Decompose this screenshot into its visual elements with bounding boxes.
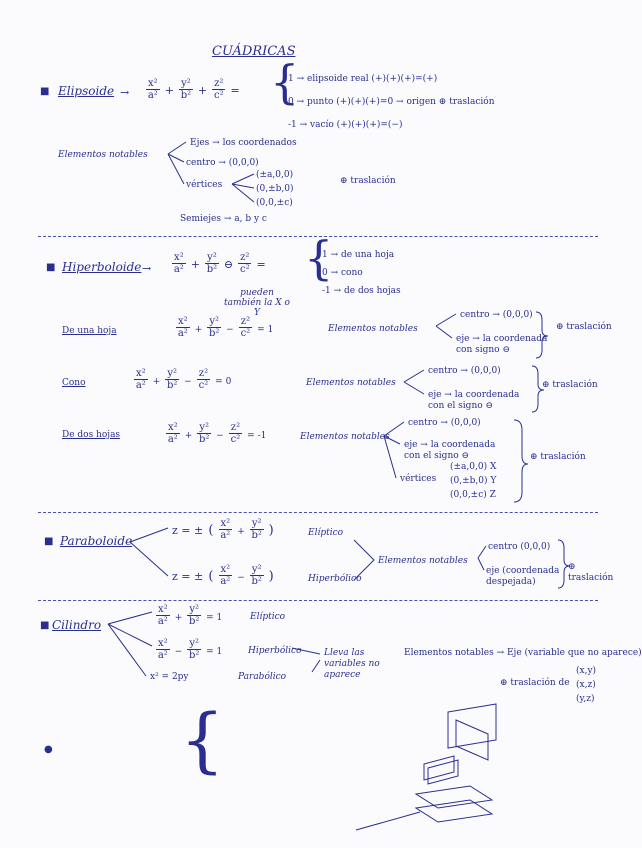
frac-denominator: b² (209, 328, 220, 339)
frac-denominator: a² (135, 380, 146, 391)
traslacion-label: ⊕ traslación (568, 562, 614, 583)
brace-icon: { (270, 55, 300, 109)
frac-numerator: y² (189, 604, 200, 615)
bullet-icon: ● (44, 744, 53, 755)
elementos-notables-label: Elementos notables (300, 432, 390, 442)
elementos-notables-label: Elementos notables (328, 324, 418, 334)
elipsoide-ejes: Ejes → los coordenados (190, 138, 297, 148)
vertex-item: (0,±b,0) (256, 184, 294, 194)
eje-item: eje (coordenada despejada) (486, 566, 560, 587)
hiperboloide-case-1: 1 → de una hoja (322, 250, 395, 260)
eq-rhs: = 1 (206, 647, 223, 657)
frac-denominator: b² (251, 530, 262, 541)
frac-denominator: c² (239, 264, 250, 275)
type-label: Hiperbólico (308, 574, 362, 584)
frac-denominator: b² (189, 650, 200, 661)
eq-rhs: = 0 (215, 377, 232, 387)
vertex-item: (0,0,±c) (256, 198, 293, 208)
paren-icon: ) (268, 523, 274, 538)
z-lhs: z = ± (172, 524, 204, 537)
op-sign: + (237, 527, 245, 537)
frac-denominator: a² (173, 264, 184, 275)
frac-numerator: y² (209, 316, 220, 327)
paren-icon: ( (208, 523, 214, 538)
frac-denominator: c² (240, 328, 251, 339)
elipsoide-centro: centro → (0,0,0) (186, 158, 259, 168)
plus-sign: + (152, 377, 161, 387)
hiperboloide-case-3: -1 → de dos hojas (322, 286, 401, 296)
type-label: Hiperbólico (248, 646, 302, 656)
eq-rhs: = -1 (247, 431, 267, 441)
hiperboloide-note: pueden también la X o Y (224, 288, 290, 318)
centro-item: centro → (0,0,0) (460, 310, 533, 320)
elementos-notables-label: Elementos notables → Eje (variable que no aparece) (404, 648, 642, 658)
eq-rhs: = 1 (206, 613, 223, 623)
elipsoide-case-3: -1 → vacío (+)(+)(+)=(−) (288, 120, 403, 130)
page-title: CUÁDRICAS (212, 44, 296, 59)
tras-item: (y,z) (576, 694, 595, 704)
traslacion-label: ⊕ traslación (556, 322, 612, 332)
frac-denominator: a² (147, 90, 158, 101)
eje-item: eje → la coordenada con signo ⊖ (456, 334, 548, 355)
eq-rhs: = 1 (257, 325, 274, 335)
bullet-icon: ■ (40, 86, 50, 97)
hiperboloide-case-2: 0 → cono (322, 268, 363, 278)
cilindro-title: Cilindro (52, 618, 102, 632)
centro-item: centro → (0,0,0) (408, 418, 481, 428)
frac-numerator: y² (199, 422, 210, 433)
vertex-item: (0,0,±c) Z (450, 490, 496, 500)
plus-sign: + (194, 325, 203, 335)
plus-sign: + (174, 613, 183, 623)
paren-icon: ( (208, 569, 214, 584)
minus-sign: − (216, 431, 224, 441)
frac-denominator: b² (189, 616, 200, 627)
frac-numerator: y² (251, 518, 262, 529)
frac-numerator: z² (240, 252, 250, 263)
plus-sign: + (164, 84, 174, 97)
type-label: Parabólico (238, 672, 287, 682)
frac-denominator: a² (177, 328, 188, 339)
brace-icon: { (304, 231, 334, 285)
frac-numerator: x² (136, 368, 146, 379)
frac-denominator: c² (230, 434, 241, 445)
minus-sign: − (184, 377, 192, 387)
elipsoide-vertices: vértices (186, 180, 223, 190)
frac-denominator: b² (206, 264, 218, 275)
elipsoide-semiejes: Semiejes → a, b y c (180, 214, 267, 224)
frac-numerator: y² (189, 638, 200, 649)
subtype-una-hoja: De una hoja (62, 326, 117, 336)
frac-numerator: x² (148, 78, 158, 89)
plus-sign: + (197, 84, 208, 97)
elementos-notables-label: Elementos notables (306, 378, 396, 388)
elipsoide-case-2: 0 → punto (+)(+)(+)=0 → origen ⊕ traslación (288, 97, 495, 107)
frac-numerator: x² (168, 422, 178, 433)
elementos-notables-label: Elementos notables (58, 150, 148, 160)
tras-item: (x,z) (576, 680, 596, 690)
frac-denominator: b² (251, 576, 262, 587)
traslacion-label: ⊕ traslación de (500, 678, 570, 688)
frac-denominator: c² (198, 380, 209, 391)
subtype-dos-hojas: De dos hojas (62, 430, 121, 440)
frac-numerator: y² (207, 252, 217, 263)
bullet-icon: ■ (40, 620, 50, 631)
frac-numerator: x² (178, 316, 188, 327)
eje-item: eje → la coordenada con el signo ⊖ (404, 440, 496, 461)
frac-numerator: y² (251, 564, 262, 575)
traslacion-label: ⊕ traslación (542, 380, 598, 390)
centro-item: centro (0,0,0) (488, 542, 551, 552)
frac-denominator: b² (167, 380, 178, 391)
eje-item: eje → la coordenada con el signo ⊖ (428, 390, 520, 411)
elementos-notables-label: Elementos notables (378, 556, 468, 566)
frac-denominator: b² (199, 434, 210, 445)
frac-numerator: y² (181, 78, 191, 89)
arrow-icon: → (142, 262, 152, 275)
type-label: Elíptico (308, 528, 344, 538)
frac-numerator: x² (174, 252, 184, 263)
brace-icon: { (180, 699, 225, 781)
minus-sign: − (174, 647, 183, 657)
frac-numerator: z² (230, 422, 241, 433)
type-label: Elíptico (250, 612, 286, 622)
equals-sign: = (256, 258, 266, 271)
vertices-label: vértices (400, 474, 437, 484)
frac-numerator: x² (220, 518, 231, 529)
frac-numerator: z² (198, 368, 209, 379)
plus-sign: + (184, 431, 193, 441)
frac-denominator: c² (213, 90, 224, 101)
frac-numerator: x² (158, 604, 168, 615)
frac-numerator: x² (158, 638, 168, 649)
paraboloide-title: Paraboloide (60, 534, 133, 548)
frac-denominator: a² (220, 530, 231, 541)
traslacion-label: ⊕ traslación (340, 176, 396, 186)
tras-item: (x,y) (576, 666, 597, 676)
paren-icon: ) (268, 569, 274, 584)
elipsoide-case-1: 1 → elipsoide real (+)(+)(+)=(+) (288, 74, 438, 84)
frac-denominator: b² (180, 90, 192, 101)
frac-denominator: a² (167, 434, 178, 445)
hiperboloide-title: Hiperboloide (62, 260, 142, 274)
bullet-icon: ■ (44, 536, 54, 547)
arrow-icon: → (120, 86, 130, 99)
frac-numerator: z² (240, 316, 251, 327)
equals-sign: = (230, 84, 240, 97)
cilindro-middle: Lleva las variables no aparece (324, 648, 380, 680)
frac-numerator: y² (167, 368, 178, 379)
vertex-item: (±a,0,0) (256, 170, 294, 180)
frac-numerator: x² (220, 564, 231, 575)
frac-denominator: a² (220, 576, 231, 587)
elipsoide-title: Elipsoide (58, 84, 115, 98)
z-lhs: z = ± (172, 570, 204, 583)
plus-sign: + (190, 258, 200, 271)
cilindro-parabolico-eq: x² = 2py (150, 672, 189, 682)
frac-denominator: a² (157, 616, 168, 627)
frac-denominator: a² (157, 650, 168, 661)
bullet-icon: ■ (46, 262, 56, 273)
subtype-cono: Cono (62, 378, 86, 388)
traslacion-label: ⊕ traslación (530, 452, 586, 462)
op-sign: − (237, 573, 245, 583)
minus-sign: − (226, 325, 234, 335)
minus-circled: ⊖ (223, 258, 234, 271)
frac-numerator: z² (214, 78, 224, 89)
vertex-item: (±a,0,0) X (450, 462, 497, 472)
vertex-item: (0,±b,0) Y (450, 476, 497, 486)
centro-item: centro → (0,0,0) (428, 366, 501, 376)
